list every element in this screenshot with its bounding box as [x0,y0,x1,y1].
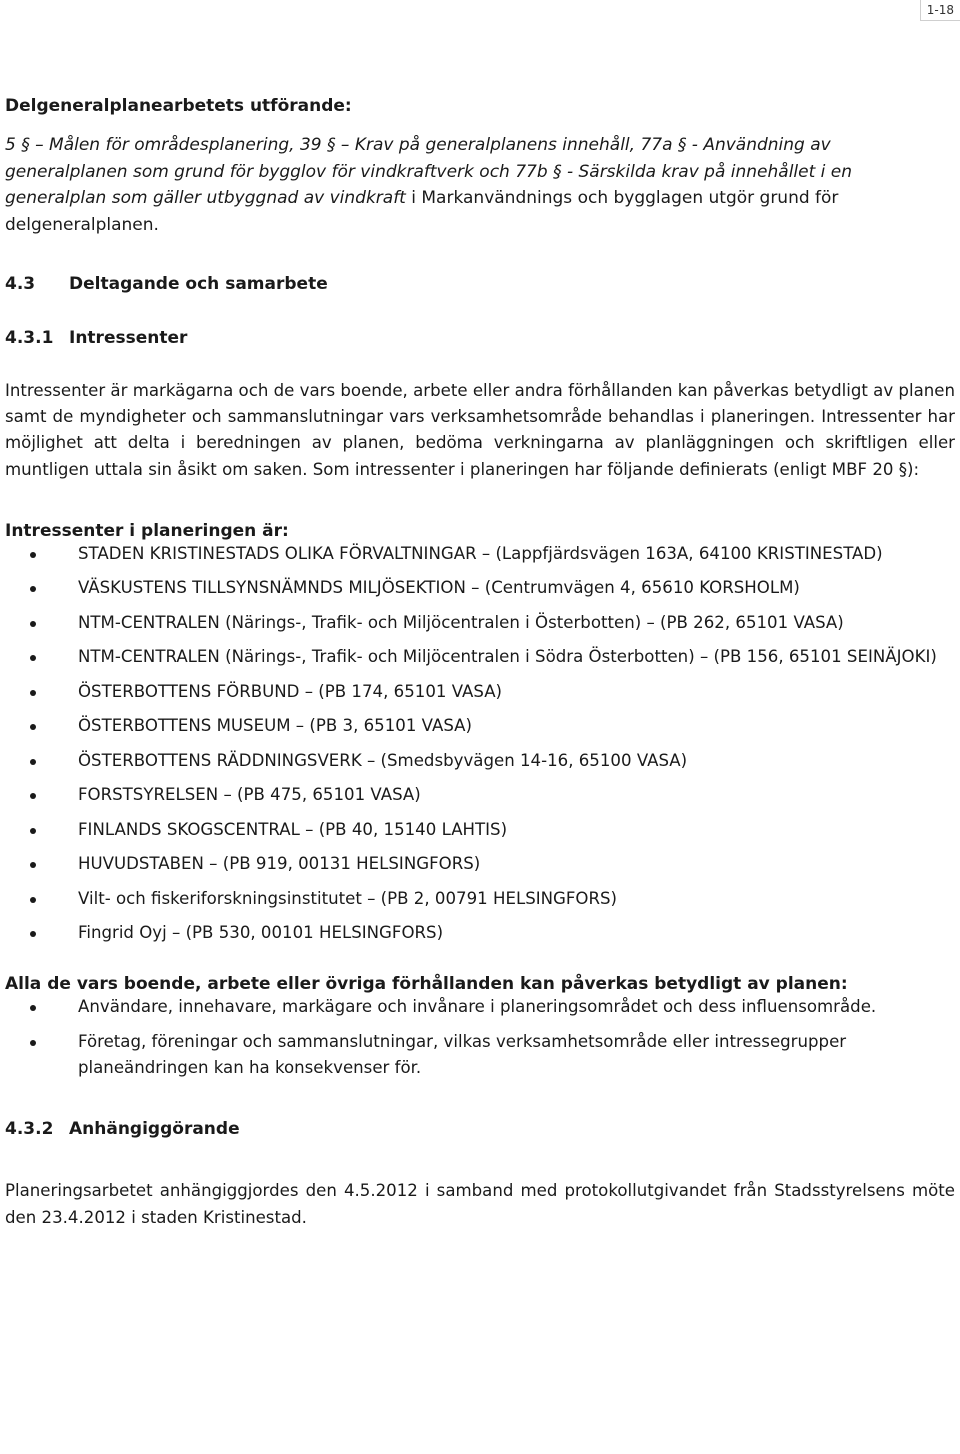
affected-parties-list [5,994,955,1081]
list-item: ÖSTERBOTTENS FÖRBUND – (PB 174, 65101 VASA) [5,679,955,705]
section-number: 4.3 [5,274,36,294]
section-heading-4-3-2 [5,1119,955,1139]
section-title: Deltagande och samarbete [69,274,328,294]
plan-heading: Delgeneralplanearbetets utförande: [5,96,352,116]
list1-heading: Intressenter i planeringen är: [5,520,289,541]
section-number: 4.3.1 [5,328,54,348]
intro-law-name: i Markanvändnings och bygglagen [405,188,704,208]
intressenter-list [5,541,955,947]
intro-conclusion: utgör grund för delgeneralplanen. [5,188,839,235]
list-item: Användare, innehavare, markägare och invånare i planeringsområdet och dess influensområde. [5,994,955,1020]
section-title: Anhängiggörande [69,1119,240,1140]
list2-heading: Alla de vars boende, arbete eller övriga förhållanden kan påverkas betydligt av planen: [5,974,848,995]
page-number: 1-18 [920,0,960,21]
list-item: FINLANDS SKOGSCENTRAL – (PB 40, 15140 LAHTIS) [5,817,955,843]
list-item: Vilt- och fiskeriforskningsinstitutet – (PB 2, 00791 HELSINGFORS) [5,886,955,912]
intro-legal-refs: 5 § – Målen för områdesplanering, 39 § – Krav på generalplanens innehåll, 77a § - Användning av generalplanen som grund för bygglov för vindkraftverk och 77b § - Särskilda krav på innehållet i en generalplan som gäller utbyggnad av vindkraft [5,135,853,208]
list-item: NTM-CENTRALEN (Närings-, Trafik- och Miljöcentralen i Österbotten) – (PB 262, 65101 VASA) [5,610,955,636]
list-item: Företag, föreningar och sammanslutningar, vilkas verksamhetsområde eller intressegrupper planeändringen kan ha konsekvenser för. [5,1029,955,1081]
list-item: ÖSTERBOTTENS MUSEUM – (PB 3, 65101 VASA) [5,713,955,739]
list-item: Fingrid Oyj – (PB 530, 00101 HELSINGFORS) [5,920,955,946]
list-item: NTM-CENTRALEN (Närings-, Trafik- och Miljöcentralen i Södra Österbotten) – (PB 156, 65101 SEINÄJOKI) [5,644,955,670]
list-item: FORSTSYRELSEN – (PB 475, 65101 VASA) [5,782,955,808]
section-heading-4-3 [5,274,955,294]
intressenter-paragraph: Intressenter är markägarna och de vars boende, arbete eller andra förhållanden kan påverkas betydligt av planen samt de myndigheter och sammanslutningar vars verksamhetsområde behandlas i planeringen. Intressenter har möjlighet att delta i beredningen av planen, bedöma verkningarna av planläggningen och skriftligen eller muntligen uttala sin åsikt om saken. Som intressenter i planeringen har följande definierats (enligt MBF 20 §): [5,381,955,479]
anhangiggorande-paragraph: Planeringsarbetet anhängiggjordes den 4.5.2012 i samband med protokollutgivandet från Stadsstyrelsens möte den 23.4.2012 i staden Kristinestad. [5,1181,955,1228]
section-number: 4.3.2 [5,1119,54,1140]
list-item: VÄSKUSTENS TILLSYNSNÄMNDS MILJÖSEKTION – (Centrumvägen 4, 65610 KORSHOLM) [5,575,955,601]
section-heading-4-3-1 [5,328,955,348]
list-item: HUVUDSTABEN – (PB 919, 00131 HELSINGFORS) [5,851,955,877]
list-item: STADEN KRISTINESTADS OLIKA FÖRVALTNINGAR – (Lappfjärdsvägen 163A, 64100 KRISTINESTAD) [5,541,955,567]
document-body [5,96,955,1231]
list-item: ÖSTERBOTTENS RÄDDNINGSVERK – (Smedsbyvägen 14-16, 65100 VASA) [5,748,955,774]
intro-paragraph [5,132,955,238]
section-title: Intressenter [69,328,188,348]
